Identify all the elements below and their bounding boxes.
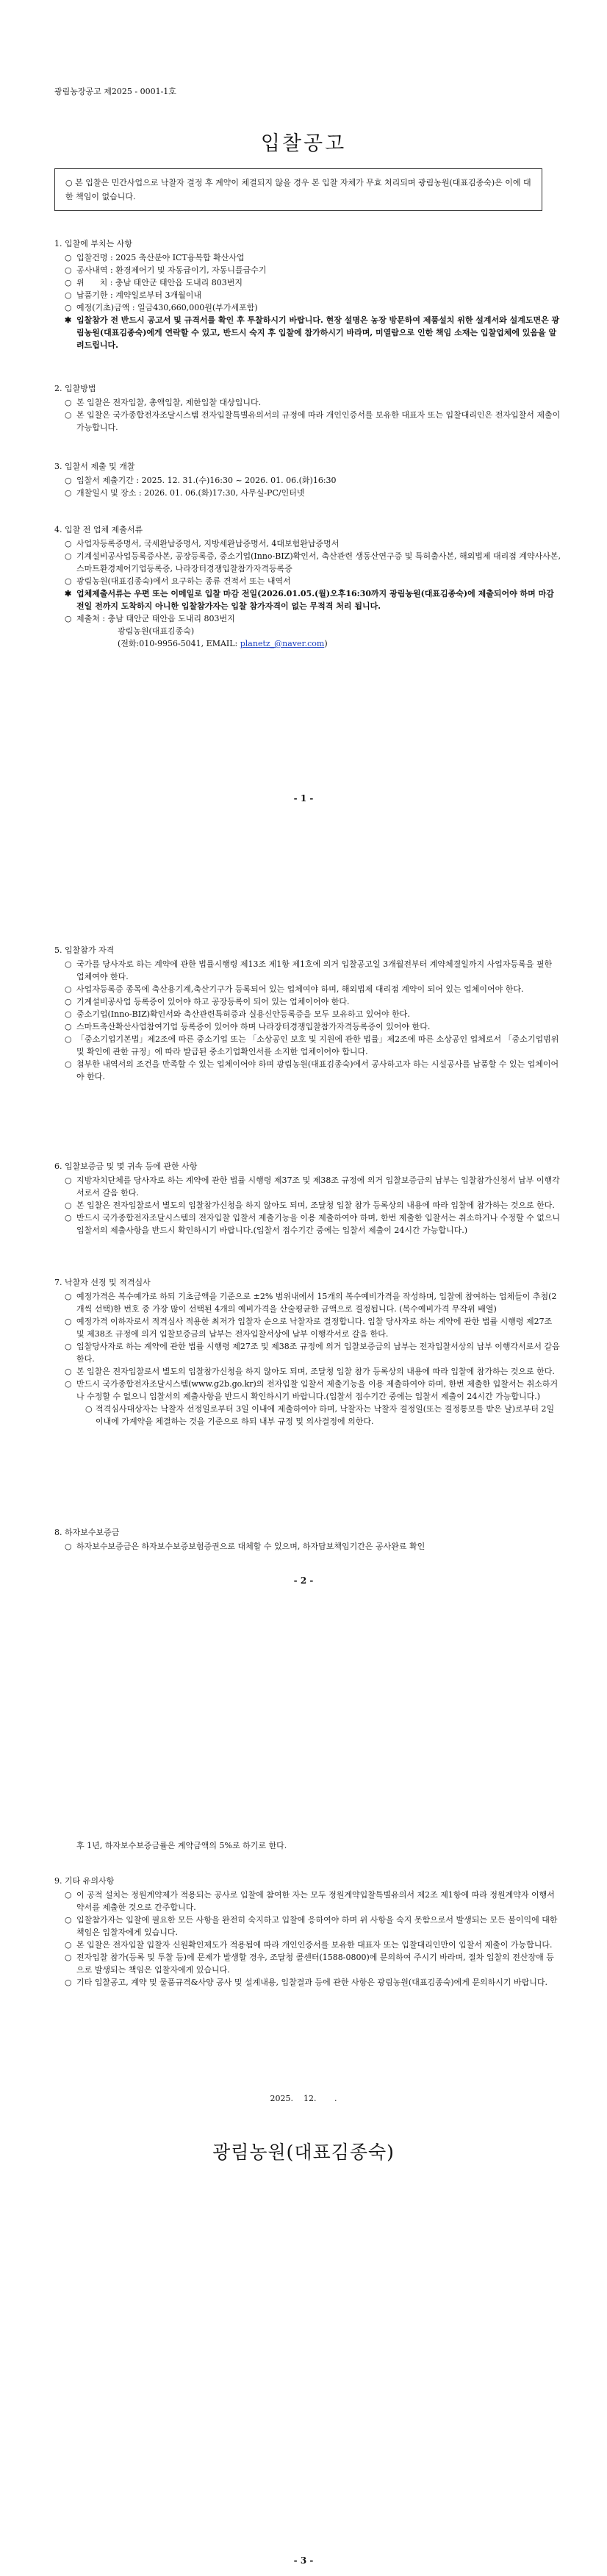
section-7 — [54, 1276, 561, 1428]
list-item: ○ 본 입찰은 전자입찰 입찰자 신원확인제도가 적용됨에 따라 개인인증서를 보유한 대표자 또는 입찰대리인만이 입찰서 제출이 가능합니다. — [65, 1940, 553, 1950]
list-item: ○ 위 치 : 충남 태안군 태안읍 도내리 803번지 — [65, 278, 243, 287]
section-8 — [54, 1526, 561, 1553]
list-item: ○ 예정가격은 복수예가로 하되 기초금액을 기준으로 ±2% 범위내에서 15개의 복수예비가격을 작성하며, 입찰에 참여하는 업체들이 추첨(2개씩 선택)한 번호 중 가장 많이 선택된 4개의 예비가격을 산술평균한 금액으로 결정됩니다. (복수예비가격 무작위 배열) — [65, 1292, 557, 1314]
list-item: ○ 기계설비공사업등록증사본, 공장등록증, 중소기업(Inno-BIZ)확인서, 축산관련 생동산연구증 및 특허출사본, 해외법제 대리점 계약사사본, 스마트환경제어기업등록증, 나라장터경쟁입찰참가자격등록증 — [65, 551, 561, 573]
list-item: ○ 제출처 : 충남 태안군 태안읍 도내리 803번지 — [65, 614, 235, 623]
list-item: ○ 반드시 국가종합전자조달시스템의 전자입찰 입찰서 제출기능을 이용 제출하여야 하며, 한번 제출한 입찰서는 취소하거나 수정할 수 없으니 입찰서의 제출사항을 반드시 확인하시기 바랍니다.(입찰서 접수기간 중에는 입찰서 제출이 24시간 가능합니다.) — [65, 1213, 561, 1235]
section-8-continued: 후 1년, 하자보수보증금률은 계약금액의 5%로 하기로 한다. — [76, 1841, 287, 1850]
contact-line: (전화:010-9956-5041, EMAIL: planetz_@naver.com) — [118, 639, 328, 648]
section-title: 4. 입찰 전 업체 제출서류 — [54, 525, 143, 534]
org-name: 광림농원(대표김종숙) — [118, 626, 195, 636]
list-item: ○ 납품기한 : 계약일로부터 3개월이내 — [65, 290, 201, 300]
list-item: ○ 본 입찰은 전자입찰로서 별도의 입찰참가신청을 하지 않아도 되며, 조달청 입찰 참가 등록상의 내용에 따라 입찰에 참가하는 것으로 한다. — [65, 1201, 555, 1210]
list-item: ○ 입찰당사자로 하는 계약에 관한 법률 시행령 제27조 및 제38조 규정에 의거 입찰보증금의 납부는 전자입찰서상의 납부 이행각서로서 갈음 한다. — [65, 1342, 560, 1364]
list-item: ○ 본 입찰은 전자입찰, 총액입찰, 제한입찰 대상입니다. — [65, 398, 262, 407]
notice-box: ○ 본 입찰은 민간사업으로 낙찰자 결정 후 계약이 체결되지 않을 경우 본 입찰 자체가 무효 처리되며 광림농원(대표김종숙)은 이에 대한 책임이 없습니다. — [54, 168, 542, 211]
section-4 — [54, 523, 561, 650]
list-item: ○ 사업자등록증명서, 국세완납증명서, 지방세완납증명서, 4대보험완납증명서 — [65, 539, 340, 548]
page-2 — [0, 859, 607, 1717]
list-item: ○ 예정(기초)금액 : 일금430,660,000원(부가세포함) — [65, 303, 258, 312]
section-6 — [54, 1160, 561, 1237]
list-item: ○ 사업자등록증 종목에 축산용기계,축산기구가 등록되어 있는 업체여야 하며, 해외법제 대리점 계약이 되어 있는 업체이어야 한다. — [65, 984, 524, 994]
list-item: ○ 기계설비공사업 등록증이 있어야 하고 공장등록이 되어 있는 업체이어야 한다. — [65, 997, 350, 1006]
list-item: ○ 기타 입찰공고, 계약 및 물품규격&사양 공사 및 설계내용, 입찰결과 등에 관한 사항은 광림농원(대표김종숙)에게 문의하시기 바랍니다. — [65, 1978, 547, 1987]
list-item: ○ 지방자치단체를 당사자로 하는 계약에 관한 법률 시행령 제37조 및 제38조 규정에 의거 입찰보증금의 납부는 입찰참가신청서 납부 이행각서로서 갈음 한다. — [65, 1176, 560, 1198]
section-3 — [54, 460, 561, 499]
sub-item: ○ 적격심사대상자는 낙찰자 선정일로부터 3일 이내에 제출하여야 하며, 낙찰자는 낙찰자 결정일(또는 결정통보를 받은 날)로부터 2일 이내에 가계약을 체결하는 것을 기준으로 하되 내부 규정 및 의사결정에 의한다. — [85, 1404, 555, 1426]
section-title: 2. 입찰방법 — [54, 384, 96, 393]
warning-note: ✱ 입찰참가 전 반드시 공고서 및 규격서를 확인 후 투찰하시기 바랍니다. 현장 설명은 농장 방문하여 제품설치 위한 설계서와 설계도면은 광림농원(대표김종숙)에게 연락할 수 있고, 반드시 숙지 후 입찰에 참가하시기 바라며, 미열람으로 인한 책임 소재는 입찰업체에 있음을 알려드립니다. — [65, 315, 560, 350]
doc-number: 광림농장공고 제2025 - 0001-1호 — [54, 87, 176, 96]
list-item: ○ 광림농원(대표김종숙)에서 요구하는 종류 견적서 또는 내역서 — [65, 576, 291, 586]
list-item: ○ 입찰서 제출기간 : 2025. 12. 31.(수)16:30 ~ 2026. 01. 06.(화)16:30 — [65, 476, 337, 485]
warning-note: ✱ 업체제출서류는 우편 또는 이메일로 입찰 마감 전일(2026.01.05.(월)오후16:30까지 광림농원(대표김종숙)에 제출되어야 하며 마감 전일 전까지 도착하지 아니한 입찰참가자는 입찰 참가자격이 없는 무적격 처리 됩니다. — [65, 589, 554, 611]
section-title: 1. 입찰에 부치는 사항 — [54, 239, 132, 248]
list-item: ○ 하자보수보증금은 하자보수보증보험증권으로 대체할 수 있으며, 하자담보책임기간은 공사완료 확인 — [65, 1542, 425, 1551]
list-item: ○ 공사내역 : 환경제어기 및 자동급이기, 자동니플급수기 — [65, 265, 267, 275]
page-1 — [0, 0, 607, 859]
list-item: ○ 「중소기업기본법」제2조에 따른 중소기업 또는 「소상공인 보호 및 지원에 관한 법률」제2조에 따른 소상공인 업체로서 「중소기업범위 및 확인에 관한 규정」에 따라 발급된 중소기업확인서를 소지한 업체이어야 합니다. — [65, 1034, 559, 1056]
list-item: ○ 중소기업(Inno-BIZ)확인서와 축산관련특허증과 실용신안등록증을 모두 보유하고 있어야 한다. — [65, 1009, 410, 1019]
list-item: ○ 입찰참가자는 입찰에 필요한 모든 사항을 완전히 숙지하고 입찰에 응하여야 하며 위 사항을 숙지 못함으로서 발생되는 모든 불이익에 대한 책임은 입찰자에게 있습니다. — [65, 1915, 558, 1937]
page-number: - 2 - — [293, 1575, 314, 1586]
page-3 — [0, 1717, 607, 2576]
section-9 — [54, 1875, 561, 1989]
section-title: 9. 기타 유의사항 — [54, 1876, 115, 1886]
section-title: 6. 입찰보증금 및 몇 귀속 등에 관한 사항 — [54, 1162, 198, 1171]
list-item: ○ 전자입찰 참가(등록 및 투찰 등)에 문제가 발생할 경우, 조달청 콜센터(1588-0800)에 문의하여 주시기 바라며, 절차 입찰의 전산장애 등으로 발생되는 책임은 입찰자에게 있습니다. — [65, 1953, 554, 1975]
email-link[interactable]: planetz_@naver.com — [240, 639, 325, 648]
list-item: ○ 입찰건명 : 2025 축산분야 ICT융복합 확산사업 — [65, 253, 245, 262]
date-line: 2025. 12. . — [270, 2094, 337, 2103]
list-item: ○ 개찰일시 및 장소 : 2026. 01. 06.(화)17:30, 사무실-PC/인터넷 — [65, 488, 305, 498]
section-1 — [54, 237, 561, 351]
list-item: ○ 이 공적 설치는 정원계약제가 적용되는 공사로 입찰에 참여한 자는 모두 정원계약입찰특별유의서 제2조 제1항에 따라 정원계약자 이행서약서를 제출한 것으로 간주합니다. — [65, 1890, 555, 1912]
list-item: ○ 반드시 국가종합전자조달시스템(www.g2b.go.kr)의 전자입찰 입찰서 제출기능을 이용 제출하여야 하며, 한번 제출한 입찰서는 취소하거나 수정할 수 없으니 입찰서의 제출사항을 반드시 확인하시기 바랍니다.(입찰서 접수기간 중에는 입찰서 제출이 24시간 가능합니다.) — [65, 1379, 558, 1401]
page-number: - 3 - — [293, 2555, 314, 2566]
section-title: 5. 입찰참가 자격 — [54, 945, 115, 955]
list-item: ○ 본 입찰은 국가종합전자조달시스템 전자입찰특별유의서의 규정에 따라 개인인증서를 보유한 대표자 또는 입찰대리인은 전자입찰서 제출이 가능합니다. — [65, 410, 561, 432]
section-2 — [54, 382, 561, 434]
list-item: ○ 첨부한 내역서의 조건을 만족할 수 있는 업체이어야 하며 광림농원(대표김종숙)에서 공사하고자 하는 시설공사를 납품할 수 있는 업체이어야 한다. — [65, 1059, 559, 1081]
list-item: ○ 스마트축산확산사업참여기업 등록증이 있어야 하며 나라장터경쟁입찰참가자격등록증이 있어야 한다. — [65, 1022, 431, 1031]
section-5 — [54, 944, 561, 1083]
list-item: ○ 본 입찰은 전자입찰로서 별도의 입찰참가신청을 하지 않아도 되며, 조달청 입찰 참가 등록상의 내용에 따라 입찰에 참가하는 것으로 한다. — [65, 1367, 555, 1376]
signer-name: 광림농원(대표김종숙) — [212, 2142, 395, 2163]
page-number: - 1 - — [293, 793, 314, 804]
list-item: ○ 국가를 당사자로 하는 계약에 관한 법률시행령 제13조 제1항 제1호에 의거 입찰공고일 3개월전부터 계약체결일까지 사업자등록을 필한 업체여야 한다. — [65, 959, 553, 981]
page-title: 입찰공고 — [260, 132, 347, 155]
section-title: 3. 입찰서 제출 및 개찰 — [54, 462, 135, 471]
list-item: ○ 예정가격 이하자로서 적격심사 적용한 최저가 입찰자 순으로 낙찰자로 결정합니다. 입찰 당사자로 하는 계약에 관한 법률 시행령 제27조 및 제38조 규정에 의거 입찰보증금의 납부는 전자입찰서상에 납부 이행각서로 갈음 한다. — [65, 1317, 553, 1339]
section-title: 8. 하자보수보증금 — [54, 1528, 120, 1537]
section-title: 7. 낙찰자 선정 및 적격심사 — [54, 1278, 151, 1287]
